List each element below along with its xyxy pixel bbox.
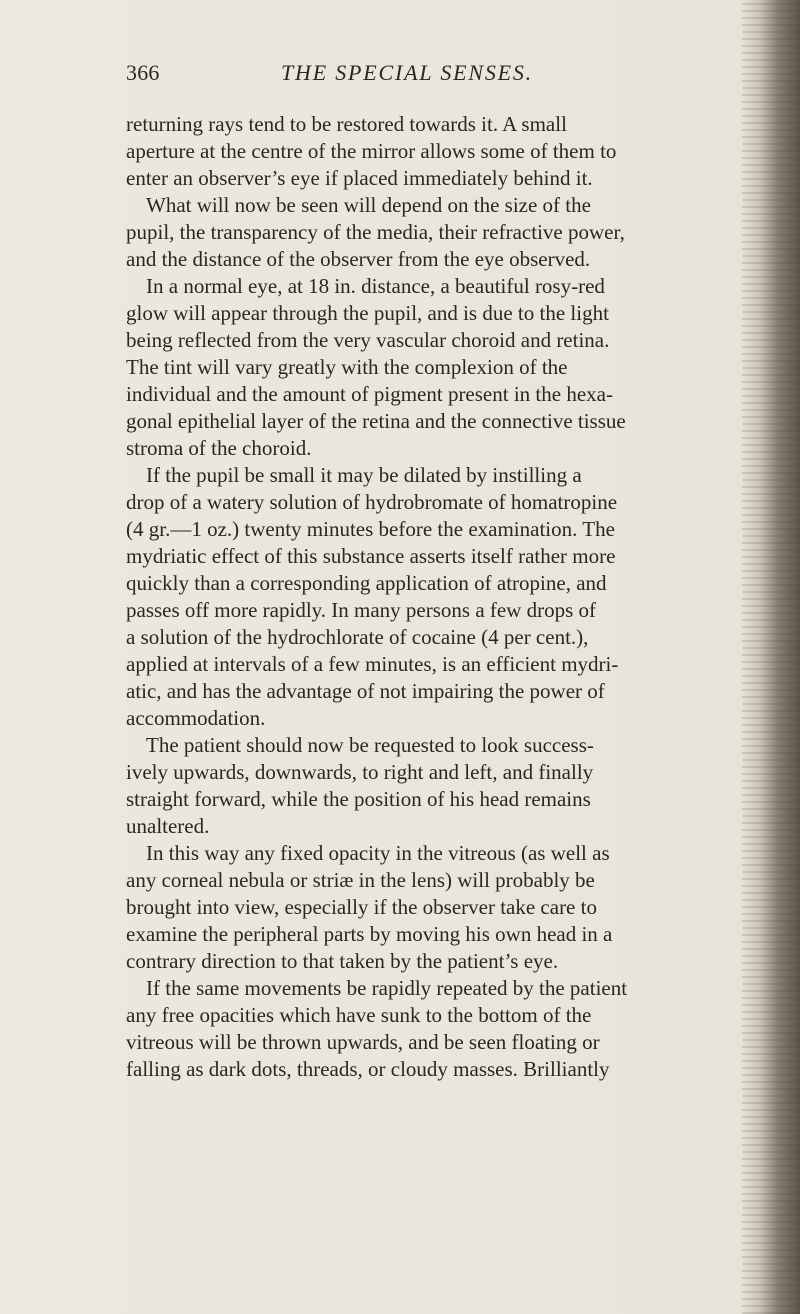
page-edge-shadow — [742, 0, 800, 1314]
text-line: gonal epithelial layer of the retina and the connective tissue — [126, 409, 626, 433]
page-number: 366 — [126, 60, 160, 85]
text-line: falling as dark dots, threads, or cloudy masses. Brilliantly — [126, 1057, 610, 1081]
text-line: If the same movements be rapidly repeated by the patient — [146, 976, 628, 1000]
text-line: applied at intervals of a few minutes, is an efficient mydri- — [126, 652, 619, 676]
text-line: a solution of the hydrochlorate of cocaine (4 per cent.), — [126, 625, 589, 649]
text-line: accommodation. — [126, 706, 266, 730]
text-line: atic, and has the advantage of not impairing the power of — [126, 679, 605, 703]
text-line: passes off more rapidly. In many persons a few drops of — [126, 598, 597, 622]
text-line: The patient should now be requested to look success- — [146, 733, 594, 757]
text-line: unaltered. — [126, 814, 210, 838]
text-line: In a normal eye, at 18 in. distance, a beautiful rosy-red — [146, 274, 605, 298]
text-line: individual and the amount of pigment present in the hexa- — [126, 382, 613, 406]
text-line: In this way any fixed opacity in the vitreous (as well as — [146, 841, 610, 865]
text-line: examine the peripheral parts by moving his own head in a — [126, 922, 613, 946]
text-line: brought into view, especially if the observer take care to — [126, 895, 597, 919]
text-line: pupil, the transparency of the media, their refractive power, — [126, 220, 625, 244]
text-line: The tint will vary greatly with the complexion of the — [126, 355, 568, 379]
text-line: ively upwards, downwards, to right and left, and finally — [126, 760, 594, 784]
text-line: mydriatic effect of this substance asserts itself rather more — [126, 544, 616, 568]
text-line: contrary direction to that taken by the patient’s eye. — [126, 949, 559, 973]
running-title: THE SPECIAL SENSES. — [281, 60, 533, 85]
text-line: aperture at the centre of the mirror allows some of them to — [126, 139, 617, 163]
text-line: returning rays tend to be restored towards it. A small — [126, 112, 567, 136]
text-line: quickly than a corresponding application of atropine, and — [126, 571, 607, 595]
text-line: glow will appear through the pupil, and is due to the light — [126, 301, 609, 325]
text-line: drop of a watery solution of hydrobromate of homatropine — [126, 490, 618, 514]
running-head — [126, 60, 720, 94]
body-text — [126, 111, 738, 1083]
text-line: vitreous will be thrown upwards, and be seen floating or — [126, 1030, 600, 1054]
text-line: straight forward, while the position of his head remains — [126, 787, 591, 811]
text-line: any free opacities which have sunk to the bottom of the — [126, 1003, 592, 1027]
text-line: enter an observer’s eye if placed immediately behind it. — [126, 166, 593, 190]
text-line: If the pupil be small it may be dilated by instilling a — [146, 463, 582, 487]
text-line: any corneal nebula or striæ in the lens) will probably be — [126, 868, 595, 892]
text-line: and the distance of the observer from the eye observed. — [126, 247, 591, 271]
text-line: stroma of the choroid. — [126, 436, 312, 460]
text-line: (4 gr.—1 oz.) twenty minutes before the examination. The — [126, 517, 615, 541]
text-line: What will now be seen will depend on the size of the — [146, 193, 591, 217]
text-line: being reflected from the very vascular choroid and retina. — [126, 328, 610, 352]
